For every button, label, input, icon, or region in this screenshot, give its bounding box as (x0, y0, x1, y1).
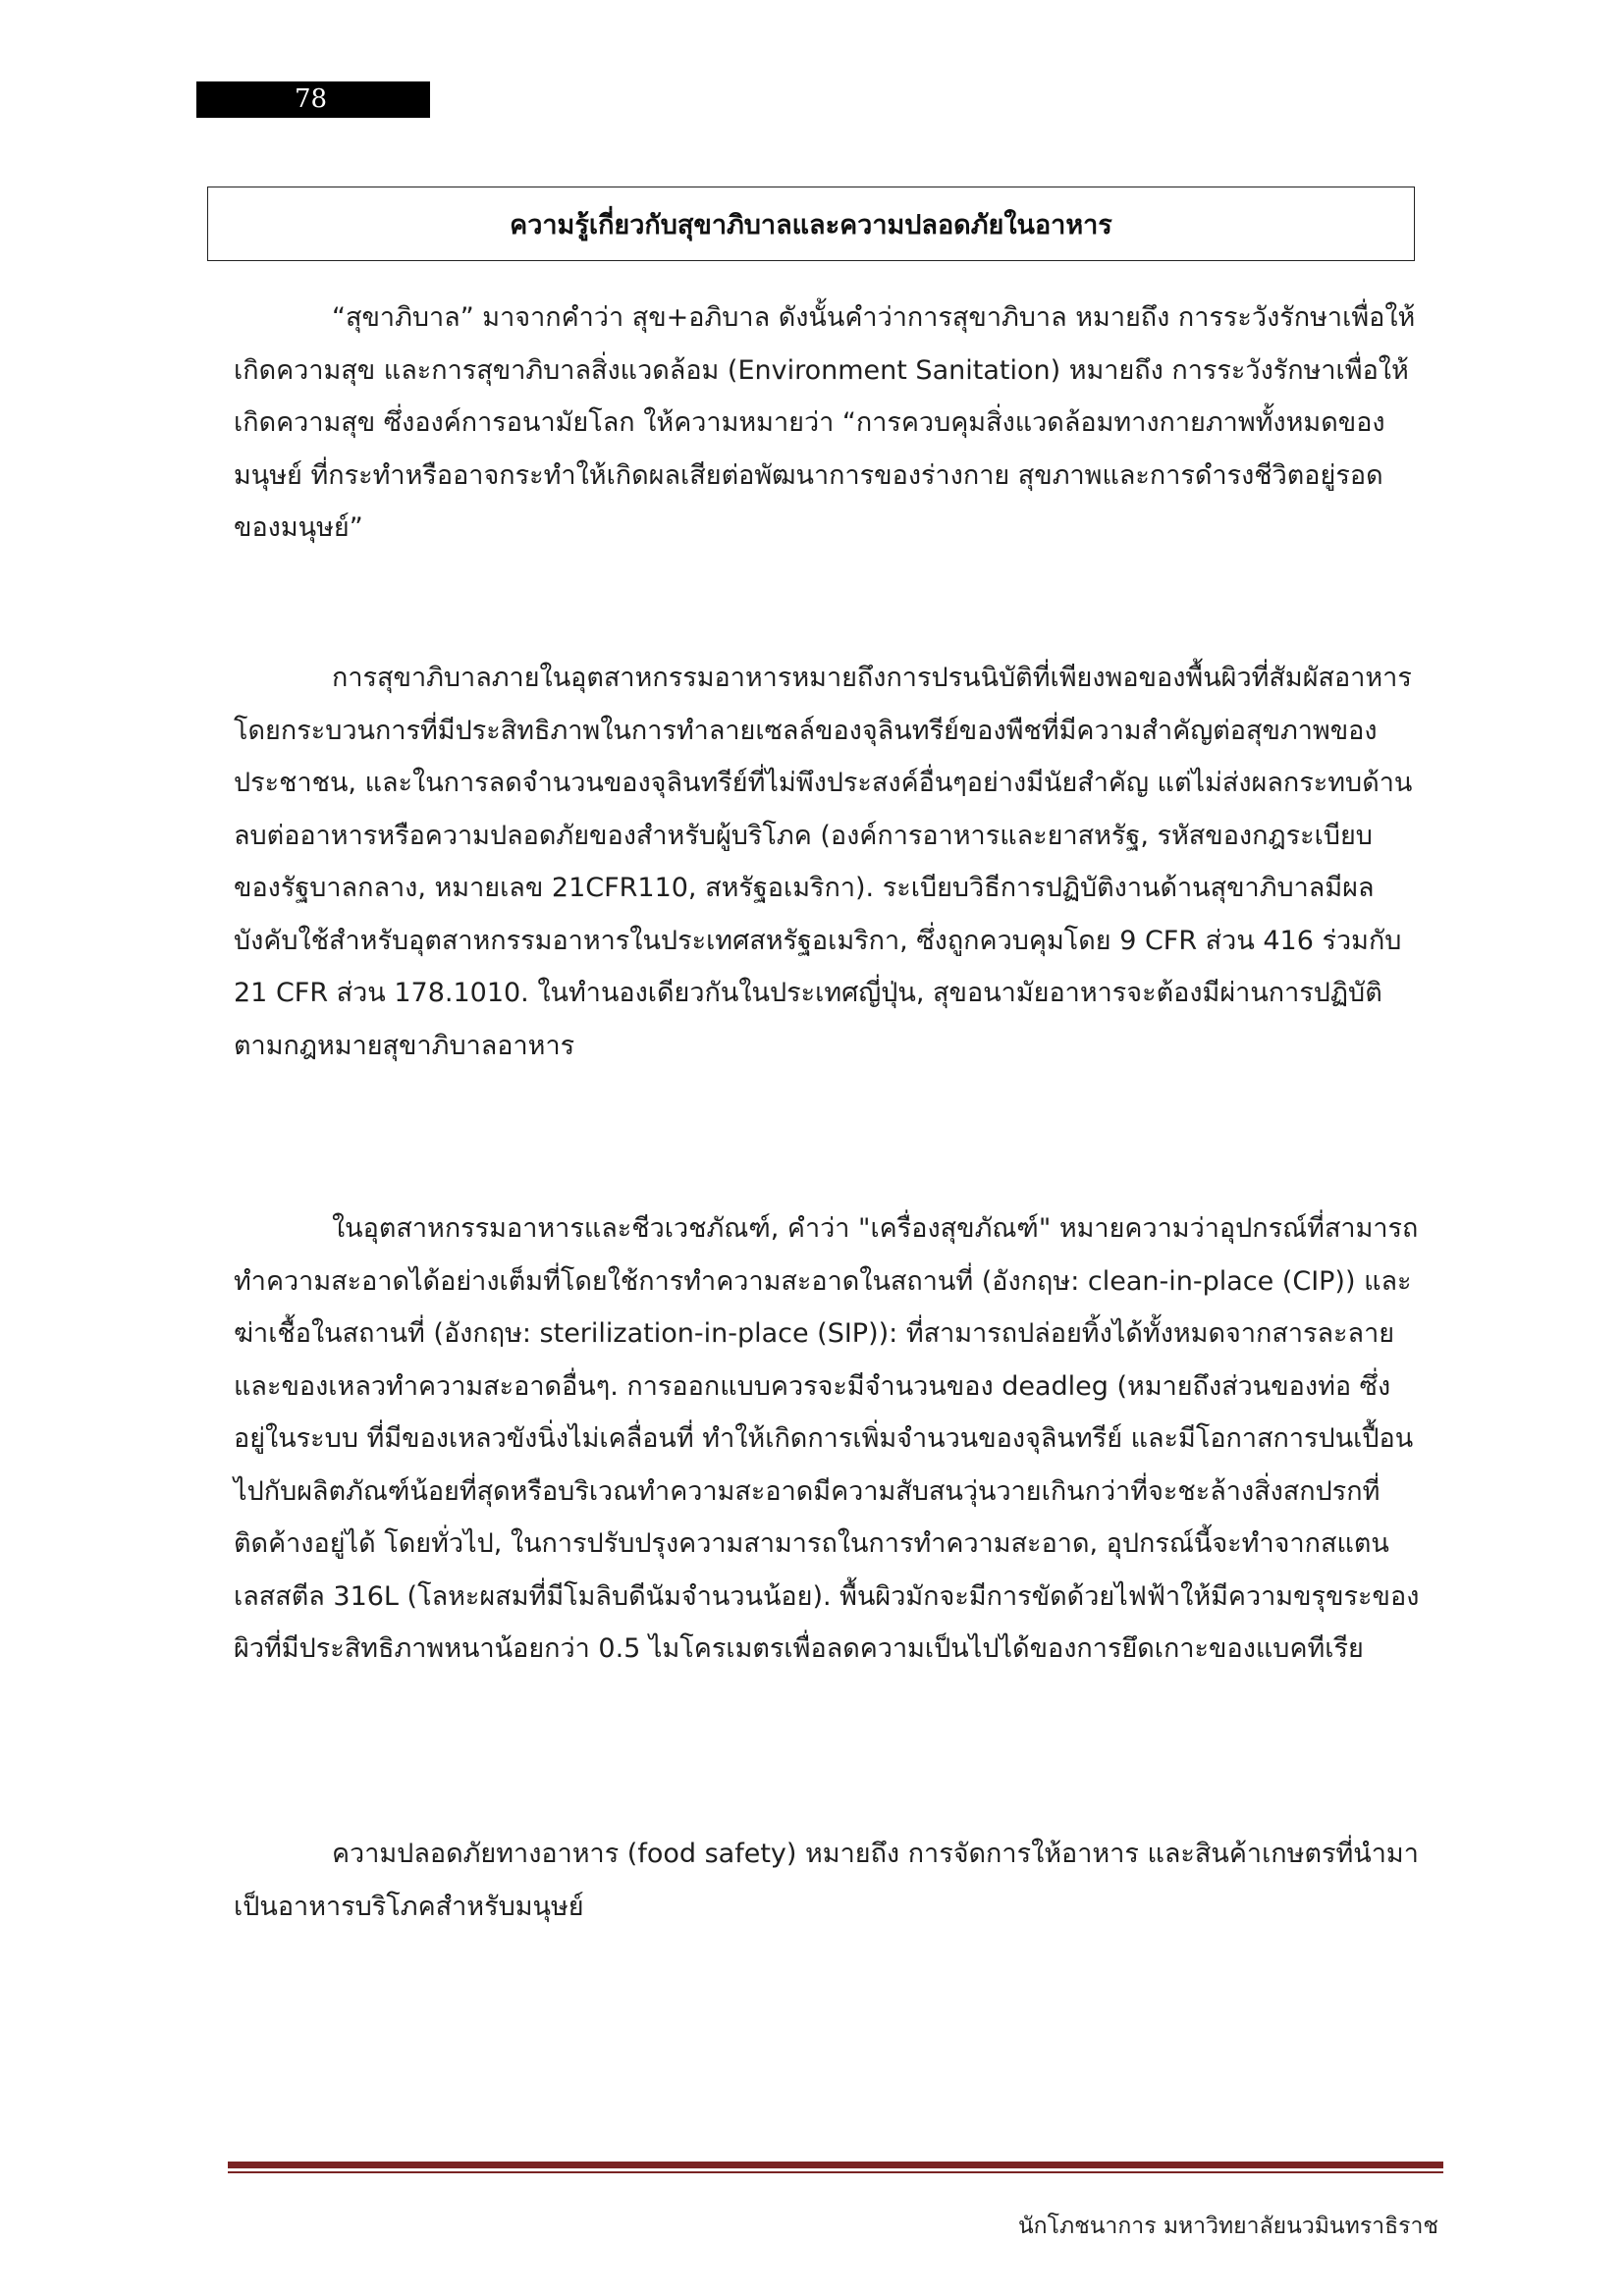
paragraph-line: 21 CFR ส่วน 178.1010. ในทำนองเดียวกันในประเทศญี่ปุ่น, สุขอนามัยอาหารจะต้องมีผ่านการปฏิบัติ (234, 978, 1382, 1008)
paragraph-line: โดยกระบวนการที่มีประสิทธิภาพในการทำลายเซลล์ของจุลินทรีย์ของพืชที่มีความสำคัญต่อสุขภาพของ (234, 715, 1378, 746)
paragraph-sanitation-definition (234, 292, 1422, 555)
footer-rule (228, 2162, 1443, 2168)
paragraph-line: ในอุตสาหกรรมอาหารและชีวเวชภัณฑ์, คำว่า "เครื่องสุขภัณฑ์" หมายความว่าอุปกรณ์ที่สามารถ (332, 1213, 1419, 1244)
footer-text: นักโภชนาการ มหาวิทยาลัยนวมินทราธิราช (1017, 2214, 1438, 2239)
page-number: 78 (295, 84, 328, 114)
paragraph-line: เป็นอาหารบริโภคสำหรับมนุษย์ (234, 1891, 584, 1922)
paragraph-line: ลบต่ออาหารหรือความปลอดภัยของสำหรับผู้บริโภค (องค์การอาหารและยาสหรัฐ, รหัสของกฎระเบียบ (234, 820, 1373, 851)
title-box (207, 187, 1415, 261)
page-title: ความรู้เกี่ยวกับสุขาภิบาลและความปลอดภัยในอาหาร (510, 209, 1112, 240)
paragraph-line: ความปลอดภัยทางอาหาร (food safety) หมายถึง การจัดการให้อาหาร และสินค้าเกษตรที่นำมา (332, 1839, 1419, 1869)
paragraph-sanitary-equipment (234, 1202, 1422, 1676)
paragraph-line: ของรัฐบาลกลาง, หมายเลข 21CFR110, สหรัฐอเมริกา). ระเบียบวิธีการปฏิบัติงานด้านสุขาภิบาลมีผล (234, 873, 1375, 903)
paragraph-food-safety (234, 1828, 1422, 1933)
paragraph-line: ฆ่าเชื้อในสถานที่ (อังกฤษ: sterilization-in-place (SIP)): ที่สามารถปล่อยทิ้งได้ทั้งหมดจากสารละลาย (234, 1318, 1395, 1349)
paragraph-line: ติดค้างอยู่ได้ โดยทั่วไป, ในการปรับปรุงความสามารถในการทำความสะอาด, อุปกรณ์นี้จะทำจากสแตน (234, 1528, 1389, 1559)
paragraph-line: เกิดความสุข และการสุขาภิบาลสิ่งแวดล้อม (Environment Sanitation) หมายถึง การระวังรักษาเพื่อให้ (234, 354, 1409, 386)
paragraph-line: ไปกับผลิตภัณฑ์น้อยที่สุดหรือบริเวณทำความสะอาดมีความสับสนวุ่นวายเกินกว่าที่จะชะล้างสิ่งสกปรกที่ (234, 1475, 1380, 1507)
paragraph-line: ผิวที่มีประสิทธิภาพหนาน้อยกว่า 0.5 ไมโครเมตรเพื่อลดความเป็นไปได้ของการยึดเกาะของแบคทีเรีย (234, 1633, 1364, 1664)
paragraph-line: อยู่ในระบบ ที่มีของเหลวขังนิ่งไม่เคลื่อนที่ ทำให้เกิดการเพิ่มจำนวนของจุลินทรีย์ และมีโอกาสการปนเปื้อน (234, 1423, 1414, 1454)
paragraph-line: การสุขาภิบาลภายในอุตสาหกรรมอาหารหมายถึงการปรนนิบัติที่เพียงพอของพื้นผิวที่สัมผัสอาหาร (332, 663, 1412, 693)
paragraph-line: บังคับใช้สำหรับอุตสาหกรรมอาหารในประเทศสหรัฐอเมริกา, ซึ่งถูกควบคุมโดย 9 CFR ส่วน 416 ร่วมกับ (234, 925, 1402, 956)
paragraph-line: “สุขาภิบาล” มาจากคำว่า สุข+อภิบาล ดังนั้นคำว่าการสุขาภิบาล หมายถึง การระวังรักษาเพื่อให้ (332, 302, 1416, 333)
paragraph-line: เกิดความสุข ซึ่งองค์การอนามัยโลก ให้ความหมายว่า “การควบคุมสิ่งแวดล้อมทางกายภาพทั้งหมดของ (234, 407, 1385, 438)
paragraph-line: ประชาชน, และในการลดจำนวนของจุลินทรีย์ที่ไม่พึงประสงค์อื่นๆอย่างมีนัยสำคัญ แต่ไม่ส่งผลกระทบด้าน (234, 768, 1413, 798)
paragraph-food-industry-sanitation (234, 652, 1422, 1072)
paragraph-line: เลสสตีล 316L (โลหะผสมที่มีโมลิบดีนัมจำนวนน้อย). พื้นผิวมักจะมีการขัดด้วยไฟฟ้าให้มีความขรุขระของ (234, 1580, 1420, 1612)
paragraph-line: และของเหลวทำความสะอาดอื่นๆ. การออกแบบควรจะมีจำนวนของ deadleg (หมายถึงส่วนของท่อ ซึ่ง (234, 1370, 1391, 1402)
paragraph-line: ทำความสะอาดได้อย่างเต็มที่โดยใช้การทำความสะอาดในสถานที่ (อังกฤษ: clean-in-place (CIP)) และ (234, 1265, 1412, 1297)
paragraph-line: ตามกฎหมายสุขาภิบาลอาหาร (234, 1030, 575, 1061)
paragraph-line: มนุษย์ ที่กระทำหรืออาจกระทำให้เกิดผลเสียต่อพัฒนาการของร่างกาย สุขภาพและการดำรงชีวิตอยู่รอด (234, 459, 1383, 491)
paragraph-line: ของมนุษย์” (234, 512, 363, 543)
footer-rule-thin (228, 2171, 1443, 2173)
